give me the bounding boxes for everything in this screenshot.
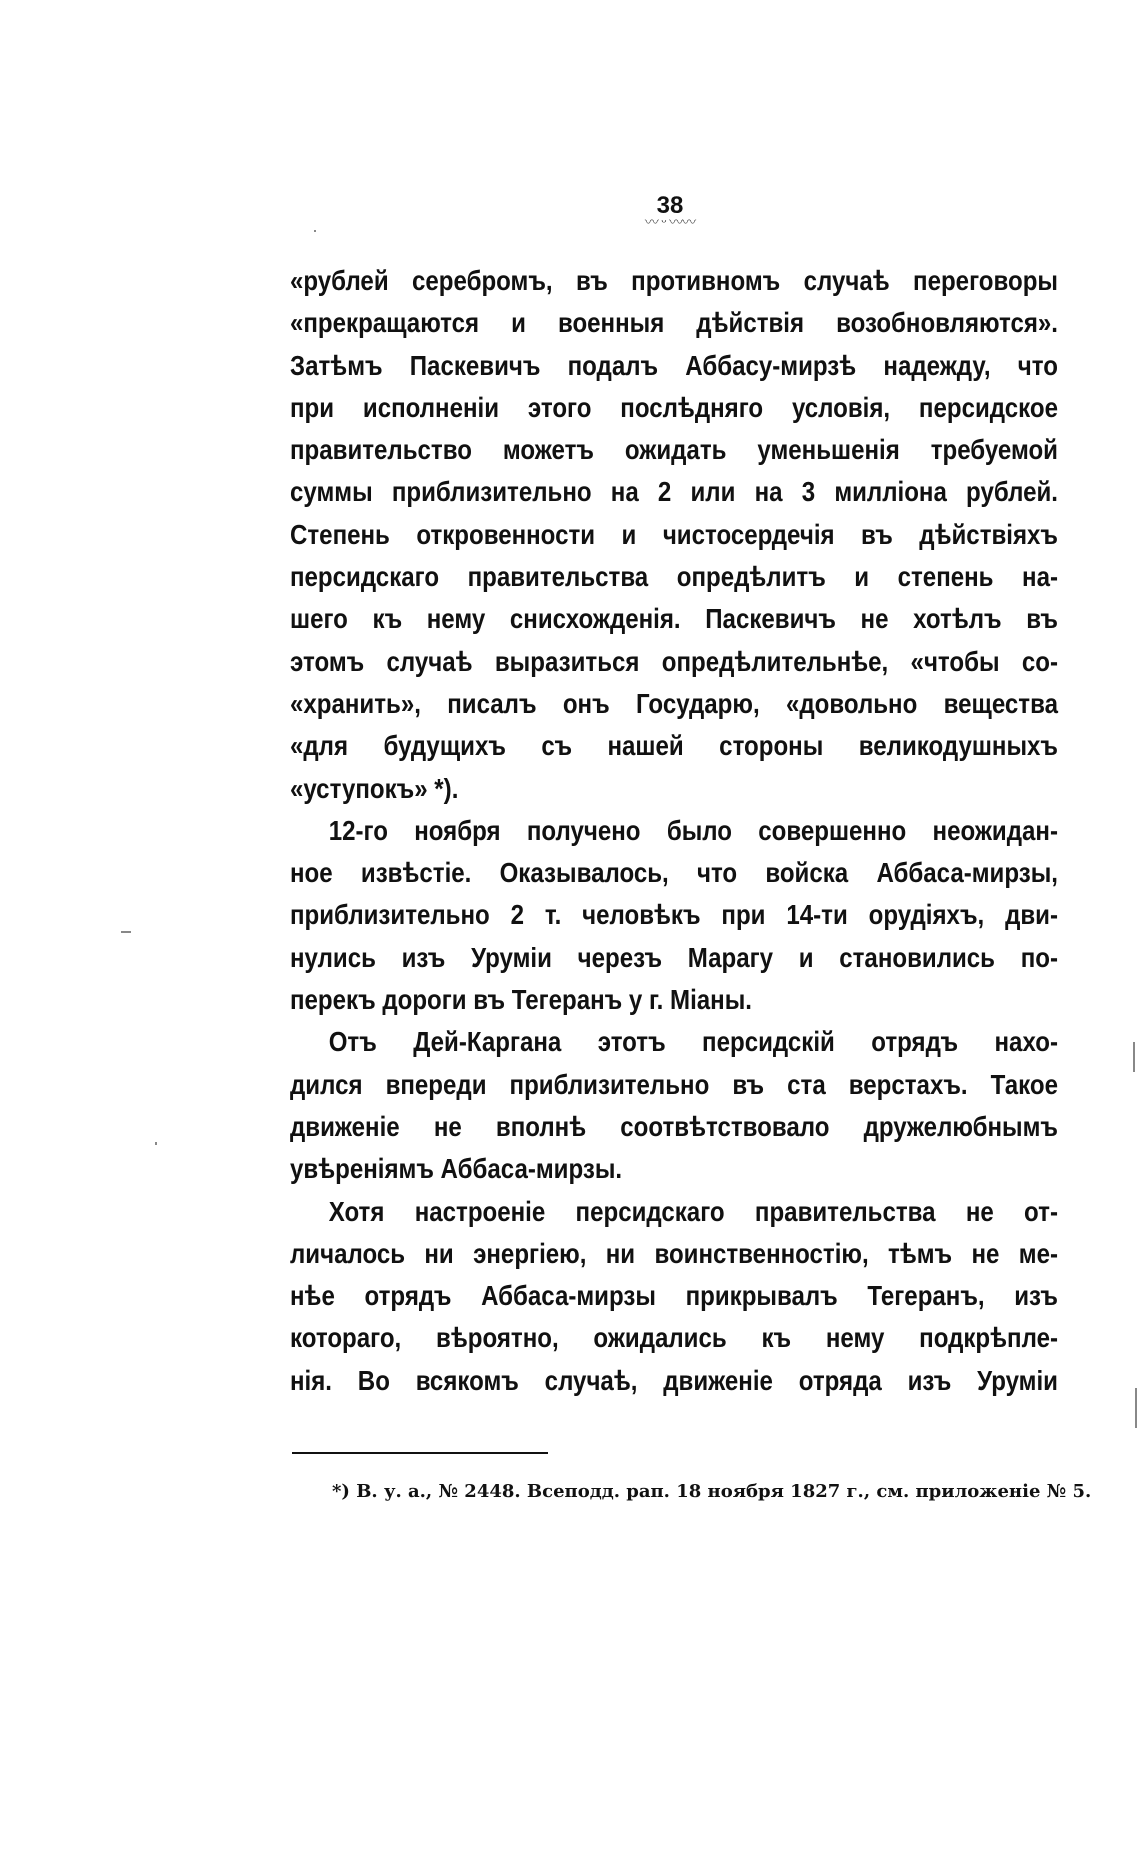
text-line: Затѣмъ Паскевичъ подалъ Аббасу-мирзѣ надежду, что (290, 349, 1058, 381)
text-line: «хранить», писалъ онъ Государю, «довольно вещества (290, 687, 1058, 719)
text-line: суммы приблизительно на 2 или на 3 милліона рублей. (290, 476, 1058, 508)
page-number-ornament: 〰 ᵕ 〰〰 (644, 215, 696, 231)
text-line: приблизительно 2 т. человѣкъ при 14-ти орудіяхъ, дви- (290, 899, 1058, 931)
text-line: нія. Во всякомъ случаѣ, движеніе отряда изъ Урумiи (290, 1364, 1058, 1396)
text-line: Степень откровенности и чистосердечія въ дѣйствіяхъ (290, 518, 1058, 550)
scan-speck (155, 1142, 157, 1145)
footnote: *) В. у. а., № 2448. Всеподд. рап. 18 ноября 1827 г., см. приложеніе № 5. (332, 1481, 1092, 1502)
text-line: движеніе не вполнѣ соотвѣтствовало дружелюбнымъ (290, 1110, 1058, 1142)
text-line: нулись изъ Урумiи черезъ Марагу и становились по- (290, 941, 1058, 973)
text-line: «рублей серебромъ, въ противномъ случаѣ переговоры (290, 265, 1058, 296)
text-line: перекъ дороги въ Тегеранъ у г. Міаны. (290, 984, 752, 1016)
paragraph-first-line: Отъ Дей-Каргана этотъ персидскій отрядъ нахо- (328, 1026, 1058, 1058)
scan-speck (1135, 1388, 1137, 1428)
text-line: «прекращаются и военныя дѣйствія возобновляются». (290, 307, 1058, 339)
text-line: правительство можетъ ожидать уменьшенія требуемой (290, 434, 1058, 466)
text-line: ное извѣстіе. Оказывалось, что войска Аббаса-мирзы, (290, 857, 1058, 889)
body-text (290, 260, 1058, 1402)
text-line: увѣреніямъ Аббаса-мирзы. (290, 1153, 623, 1185)
text-line: котораго, вѣроятно, ожидались къ нему подкрѣпле- (290, 1322, 1058, 1354)
text-line: шего къ нему снисхожденія. Паскевичъ не хотѣлъ въ (290, 603, 1058, 635)
paragraph-first-line: Хотя настроеніе персидскаго правительства не от- (328, 1195, 1058, 1227)
scan-speck (1133, 1042, 1135, 1072)
text-line: при исполненіи этого послѣдняго условія, персидское (290, 391, 1058, 423)
text-line: «для будущихъ съ нашей стороны великодушныхъ (290, 730, 1058, 762)
text-line: этомъ случаѣ выразиться опредѣлительнѣе, «чтобы со- (290, 645, 1058, 677)
text-line: персидскаго правительства опредѣлитъ и степень на- (290, 561, 1058, 593)
text-line: «уступокъ» *). (290, 772, 459, 804)
page-number: 38 (656, 192, 684, 219)
paragraph-first-line: 12-го ноября получено было совершенно неожидан- (328, 814, 1058, 846)
scan-speck (314, 230, 316, 232)
text-line: личалось ни энергіею, ни воинственностію, тѣмъ не ме- (290, 1237, 1058, 1269)
footnote-divider (292, 1452, 548, 1454)
text-line: дился впереди приблизительно въ ста верстахъ. Такое (290, 1068, 1058, 1100)
scan-speck (121, 931, 131, 933)
text-line: нѣе отрядъ Аббаса-мирзы прикрывалъ Тегеранъ, изъ (290, 1280, 1058, 1312)
